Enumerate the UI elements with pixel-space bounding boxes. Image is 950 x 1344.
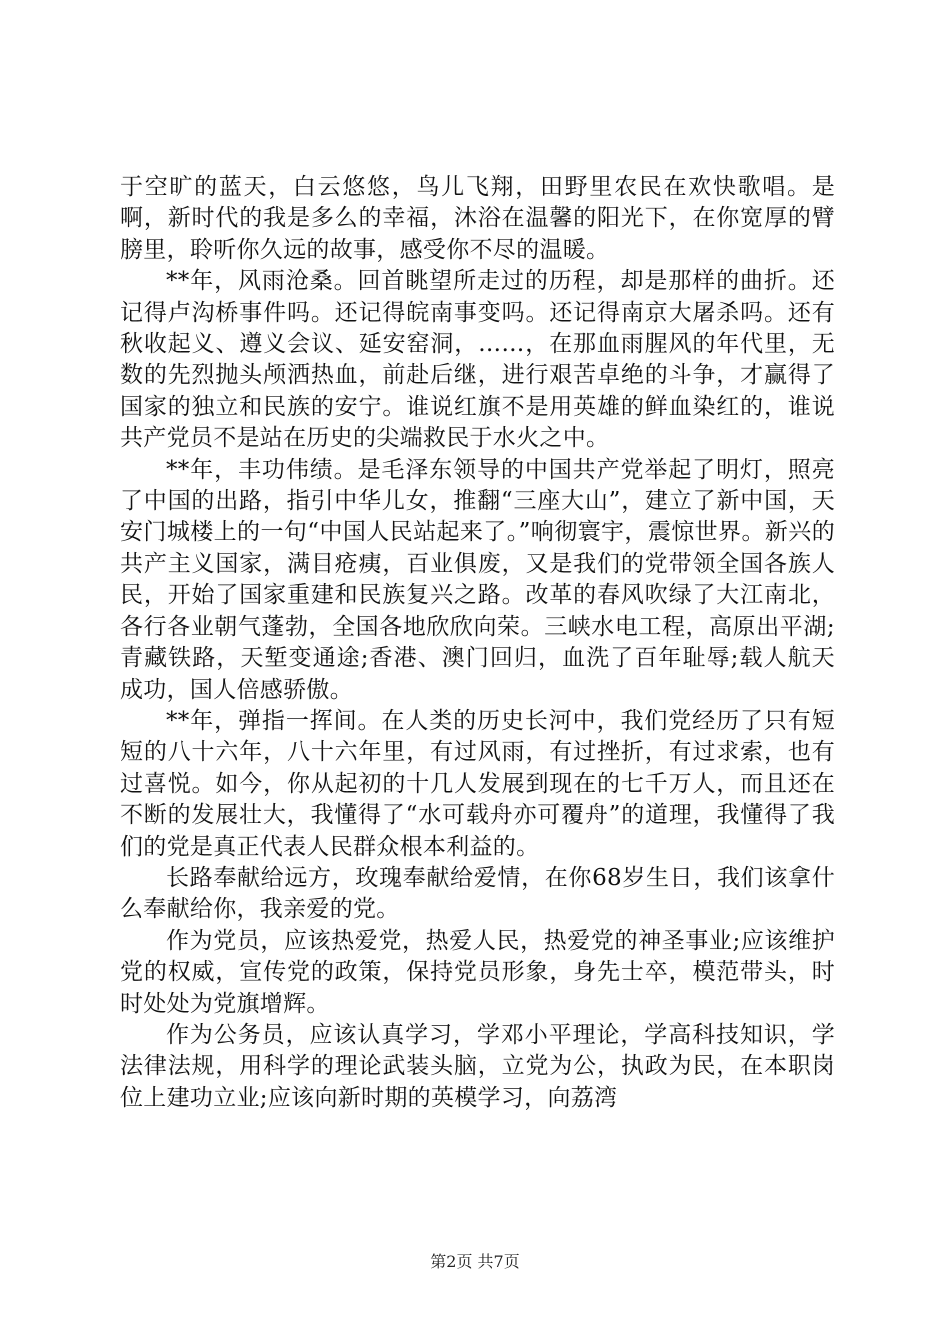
paragraph-civil-servant: 作为公务员，应该认真学习，学邓小平理论，学高科技知识，学法律法规，用科学的理论武装头脑，立党为公，执政为民，在本职岗位上建功立业;应该向新时期的英模学习，向荔湾 xyxy=(120,1021,835,1111)
document-body xyxy=(120,172,835,1114)
page-number-footer: 第2页 共7页 xyxy=(430,1252,520,1271)
paragraph-dedication: 长路奉献给远方，玫瑰奉献给爱情，在你68岁生日，我们该拿什么奉献给你，我亲爱的党。 xyxy=(120,864,835,923)
paragraph-party-member: 作为党员，应该热爱党，热爱人民，热爱党的神圣事业;应该维护党的权威，宣传党的政策，保持党员形象，身先士卒，模范带头，时时处处为党旗增辉。 xyxy=(120,927,835,1017)
paragraph-moment: **年，弹指一挥间。在人类的历史长河中，我们党经历了只有短短的八十六年，八十六年里，有过风雨，有过挫折，有过求索，也有过喜悦。如今，你从起初的十几人发展到现在的七千万人，而且还在不断的发展壮大，我懂得了“水可载舟亦可覆舟”的道理，我懂得了我们的党是真正代表人民群众根本利益的。 xyxy=(120,707,835,860)
paragraph-achievements: **年，丰功伟绩。是毛泽东领导的中国共产党举起了明灯，照亮了中国的出路，指引中华儿女，推翻“三座大山”，建立了新中国，天安门城楼上的一句“中国人民站起来了。”响彻寰宇，震惊世界。新兴的共产主义国家，满目疮痍，百业俱废，又是我们的党带领全国各族人民，开始了国家重建和民族复兴之路。改革的春风吹绿了大江南北，各行各业朝气蓬勃，全国各地欣欣向荣。三峡水电工程，高原出平湖;青藏铁路，天堑变通途;香港、澳门回归，血洗了百年耻辱;载人航天成功，国人倍感骄傲。 xyxy=(120,456,835,703)
paragraph-continuation: 于空旷的蓝天，白云悠悠，鸟儿飞翔，田野里农民在欢快歌唱。是啊，新时代的我是多么的幸福，沐浴在温馨的阳光下，在你宽厚的臂膀里，聆听你久远的故事，感受你不尽的温暖。 xyxy=(120,174,835,263)
paragraph-history-struggle: **年，风雨沧桑。回首眺望所走过的历程，却是那样的曲折。还记得卢沟桥事件吗。还记得皖南事变吗。还记得南京大屠杀吗。还有秋收起义、遵义会议、延安窑洞，……，在那血雨腥风的年代里，无数的先烈抛头颅洒热血，前赴后继，进行艰苦卓绝的斗争，才赢得了国家的独立和民族的安宁。谁说红旗不是用英雄的鲜血染红的，谁说共产党员不是站在历史的尖端救民于水火之中。 xyxy=(120,268,835,452)
